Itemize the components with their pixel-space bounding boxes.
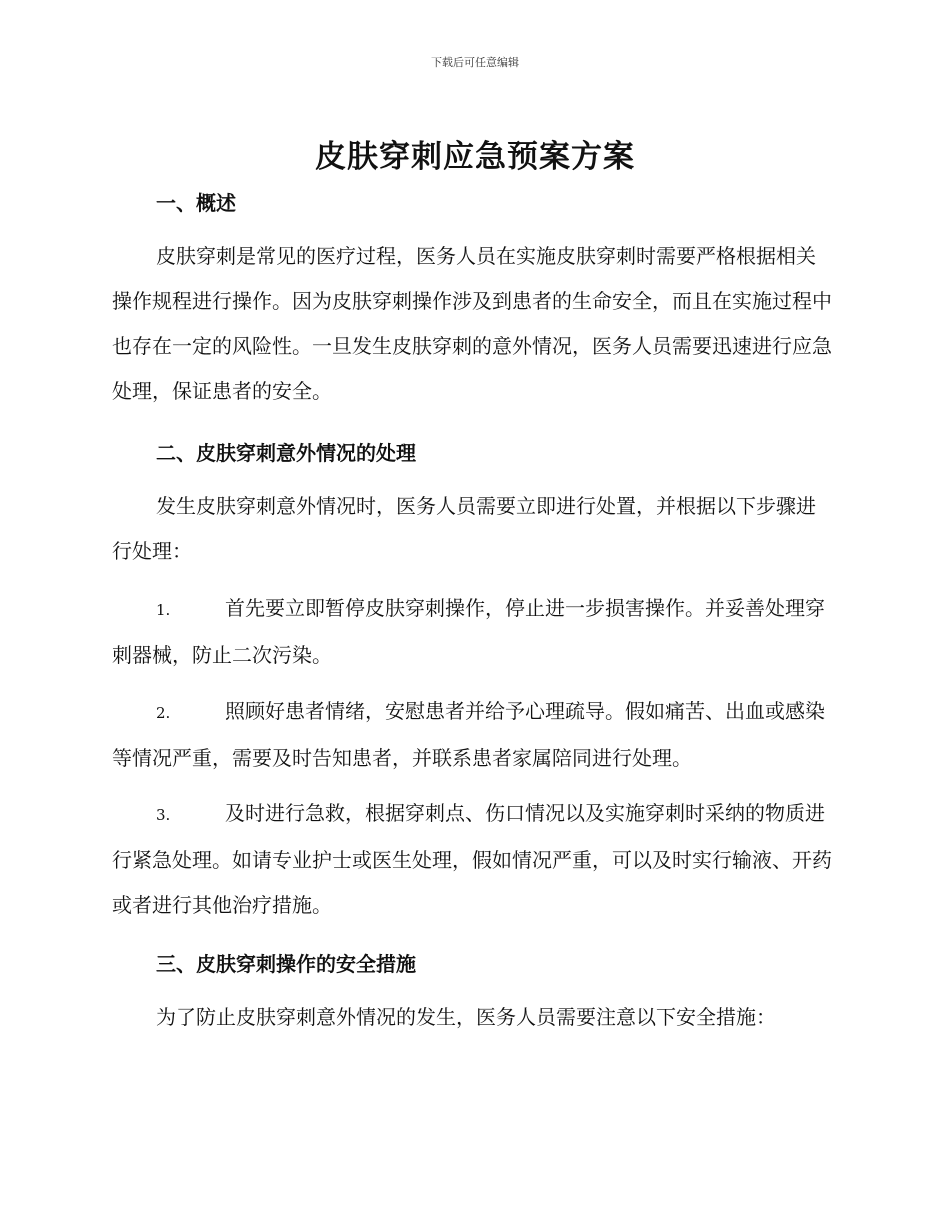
list-item-number: 2. — [156, 704, 171, 722]
list-item — [112, 791, 832, 928]
section-heading-handling: 二、皮肤穿刺意外情况的处理 — [156, 441, 416, 465]
section-heading-safety: 三、皮肤穿刺操作的安全措施 — [156, 952, 416, 976]
list-item-number: 1. — [156, 601, 171, 619]
section-paragraph-handling: 发生皮肤穿刺意外情况时，医务人员需要立即进行处置，并根据以下步骤进行处理： — [112, 494, 816, 563]
list-item-text: 及时进行急救，根据穿刺点、伤口情况以及实施穿刺时采纳的物质进行紧急处理。如请专业护士或医生处理，假如情况严重，可以及时实行输液、开药或者进行其他治疗措施。 — [112, 801, 832, 917]
section-paragraph-overview: 皮肤穿刺是常见的医疗过程，医务人员在实施皮肤穿刺时需要严格根据相关操作规程进行操作。因为皮肤穿刺操作涉及到患者的生命安全，而且在实施过程中也存在一定的风险性。一旦发生皮肤穿刺的意外情况，医务人员需要迅速进行应急处理，保证患者的安全。 — [112, 244, 832, 403]
header-note: 下载后可任意编辑 — [431, 56, 519, 69]
document-title: 皮肤穿刺应急预案方案 — [315, 139, 635, 175]
section-paragraph-safety: 为了防止皮肤穿刺意外情况的发生，医务人员需要注意以下安全措施： — [156, 1005, 776, 1029]
list-item — [112, 586, 832, 678]
list-item-number: 3. — [156, 806, 171, 824]
list-item-text: 照顾好患者情绪，安慰患者并给予心理疏导。假如痛苦、出血或感染等情况严重，需要及时告知患者，并联系患者家属陪同进行处理。 — [112, 699, 825, 770]
list-item-text: 首先要立即暂停皮肤穿刺操作，停止进一步损害操作。并妥善处理穿刺器械，防止二次污染。 — [112, 596, 825, 667]
section-heading-overview: 一、概述 — [156, 191, 236, 215]
list-item — [112, 689, 832, 781]
